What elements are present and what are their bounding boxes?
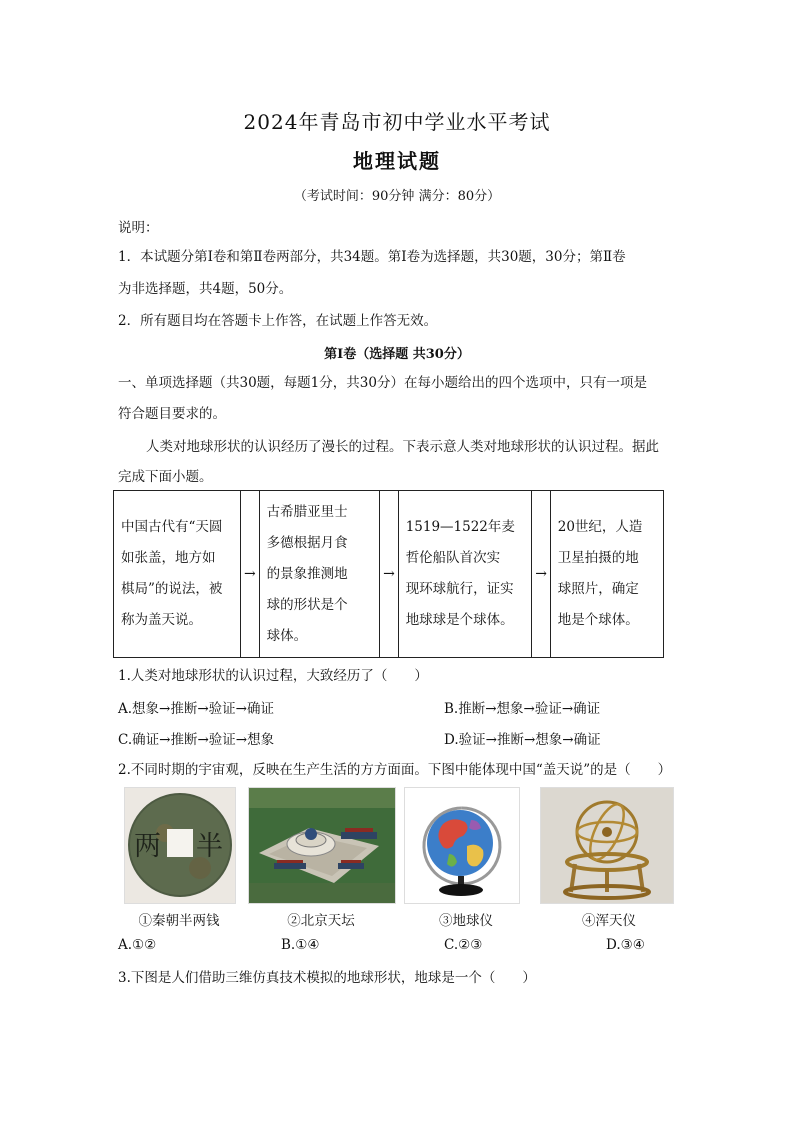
q1-option-c[interactable]: C.确证→推断→验证→想象 (118, 732, 275, 748)
picture-armillary-sphere (540, 787, 674, 904)
caption-armillary: ④浑天仪 (582, 913, 636, 929)
note-1-line-1: 1．本试题分第Ⅰ卷和第Ⅱ卷两部分，共34题。第Ⅰ卷为选择题，共30题，30分；第Ⅱ卷 (118, 249, 626, 265)
section-heading: 第Ⅰ卷（选择题 共30分） (324, 347, 470, 362)
picture-ban-liang-coin (124, 787, 236, 904)
armillary-sphere-illustration (541, 788, 673, 903)
caption-coin: ①秦朝半两钱 (138, 913, 220, 929)
flow-cell-gaitian: 中国古代有“天圆 如张盖，地方如 棋局”的说法，被 称为盖天说。 (114, 491, 241, 658)
note-2: 2．所有题目均在答题卡上作答，在试题上作答无效。 (118, 313, 438, 329)
passage-line-1: 人类对地球形状的认识经历了漫长的过程。下表示意人类对地球形状的认识过程。据此 (146, 439, 659, 455)
question-3-stem: 3.下图是人们借助三维仿真技术模拟的地球形状，地球是一个（ ） (118, 970, 536, 986)
notes-label: 说明： (118, 220, 159, 236)
q2-option-d[interactable]: D.③④ (606, 937, 645, 953)
flow-cell-magellan: 1519—1522年麦 哲伦船队首次实 现环球航行，证实 地球球是个球体。 (398, 491, 532, 658)
q1-option-a[interactable]: A.想象→推断→验证→确证 (118, 701, 274, 717)
q2-option-b[interactable]: B.①④ (281, 937, 320, 953)
passage-line-2: 完成下面小题。 (118, 469, 213, 485)
exam-subject: 地理试题 (353, 149, 441, 173)
q1-option-b[interactable]: B.推断→想象→验证→确证 (444, 701, 601, 717)
q2-option-a[interactable]: A.①② (118, 937, 157, 953)
globe-illustration (405, 788, 519, 903)
q2-option-c[interactable]: C.②③ (444, 937, 483, 953)
picture-temple-of-heaven (248, 787, 396, 904)
coin-glyph-liang: 两 (134, 831, 161, 862)
exam-title: 2024年青岛市初中学业水平考试 (243, 110, 551, 134)
section-instruction-line-2: 符合题目要求的。 (118, 406, 226, 422)
question-2-stem: 2.不同时期的宇宙观，反映在生产生活的方方面面。下图中能体现中国“盖天说”的是（ ） (118, 762, 672, 778)
flow-cell-aristotle: 古希腊亚里士 多德根据月食 的景象推测地 球的形状是个 球体。 (259, 491, 380, 658)
exam-info: （考试时间：90分钟 满分：80分） (293, 189, 501, 204)
flow-cell-satellite: 20世纪，人造 卫星拍摄的地 球照片，确定 地是个球体。 (550, 491, 663, 658)
picture-globe (404, 787, 520, 904)
note-1-line-2: 为非选择题，共4题，50分。 (118, 281, 293, 297)
flow-arrow: → (241, 491, 259, 658)
question-1-stem: 1.人类对地球形状的认识过程，大致经历了（ ） (118, 668, 428, 684)
caption-temple: ②北京天坛 (287, 913, 355, 929)
coin-illustration (125, 788, 235, 903)
flow-arrow: → (532, 491, 550, 658)
flow-arrow: → (380, 491, 398, 658)
temple-of-heaven-illustration (249, 788, 395, 903)
q1-option-d[interactable]: D.验证→推断→想象→确证 (444, 732, 601, 748)
section-instruction-line-1: 一、单项选择题（共30题，每题1分，共30分）在每小题给出的四个选项中，只有一项是 (118, 375, 647, 391)
caption-globe: ③地球仪 (439, 913, 493, 929)
earth-shape-flow-table (113, 490, 664, 658)
coin-glyph-ban: 半 (196, 831, 223, 862)
